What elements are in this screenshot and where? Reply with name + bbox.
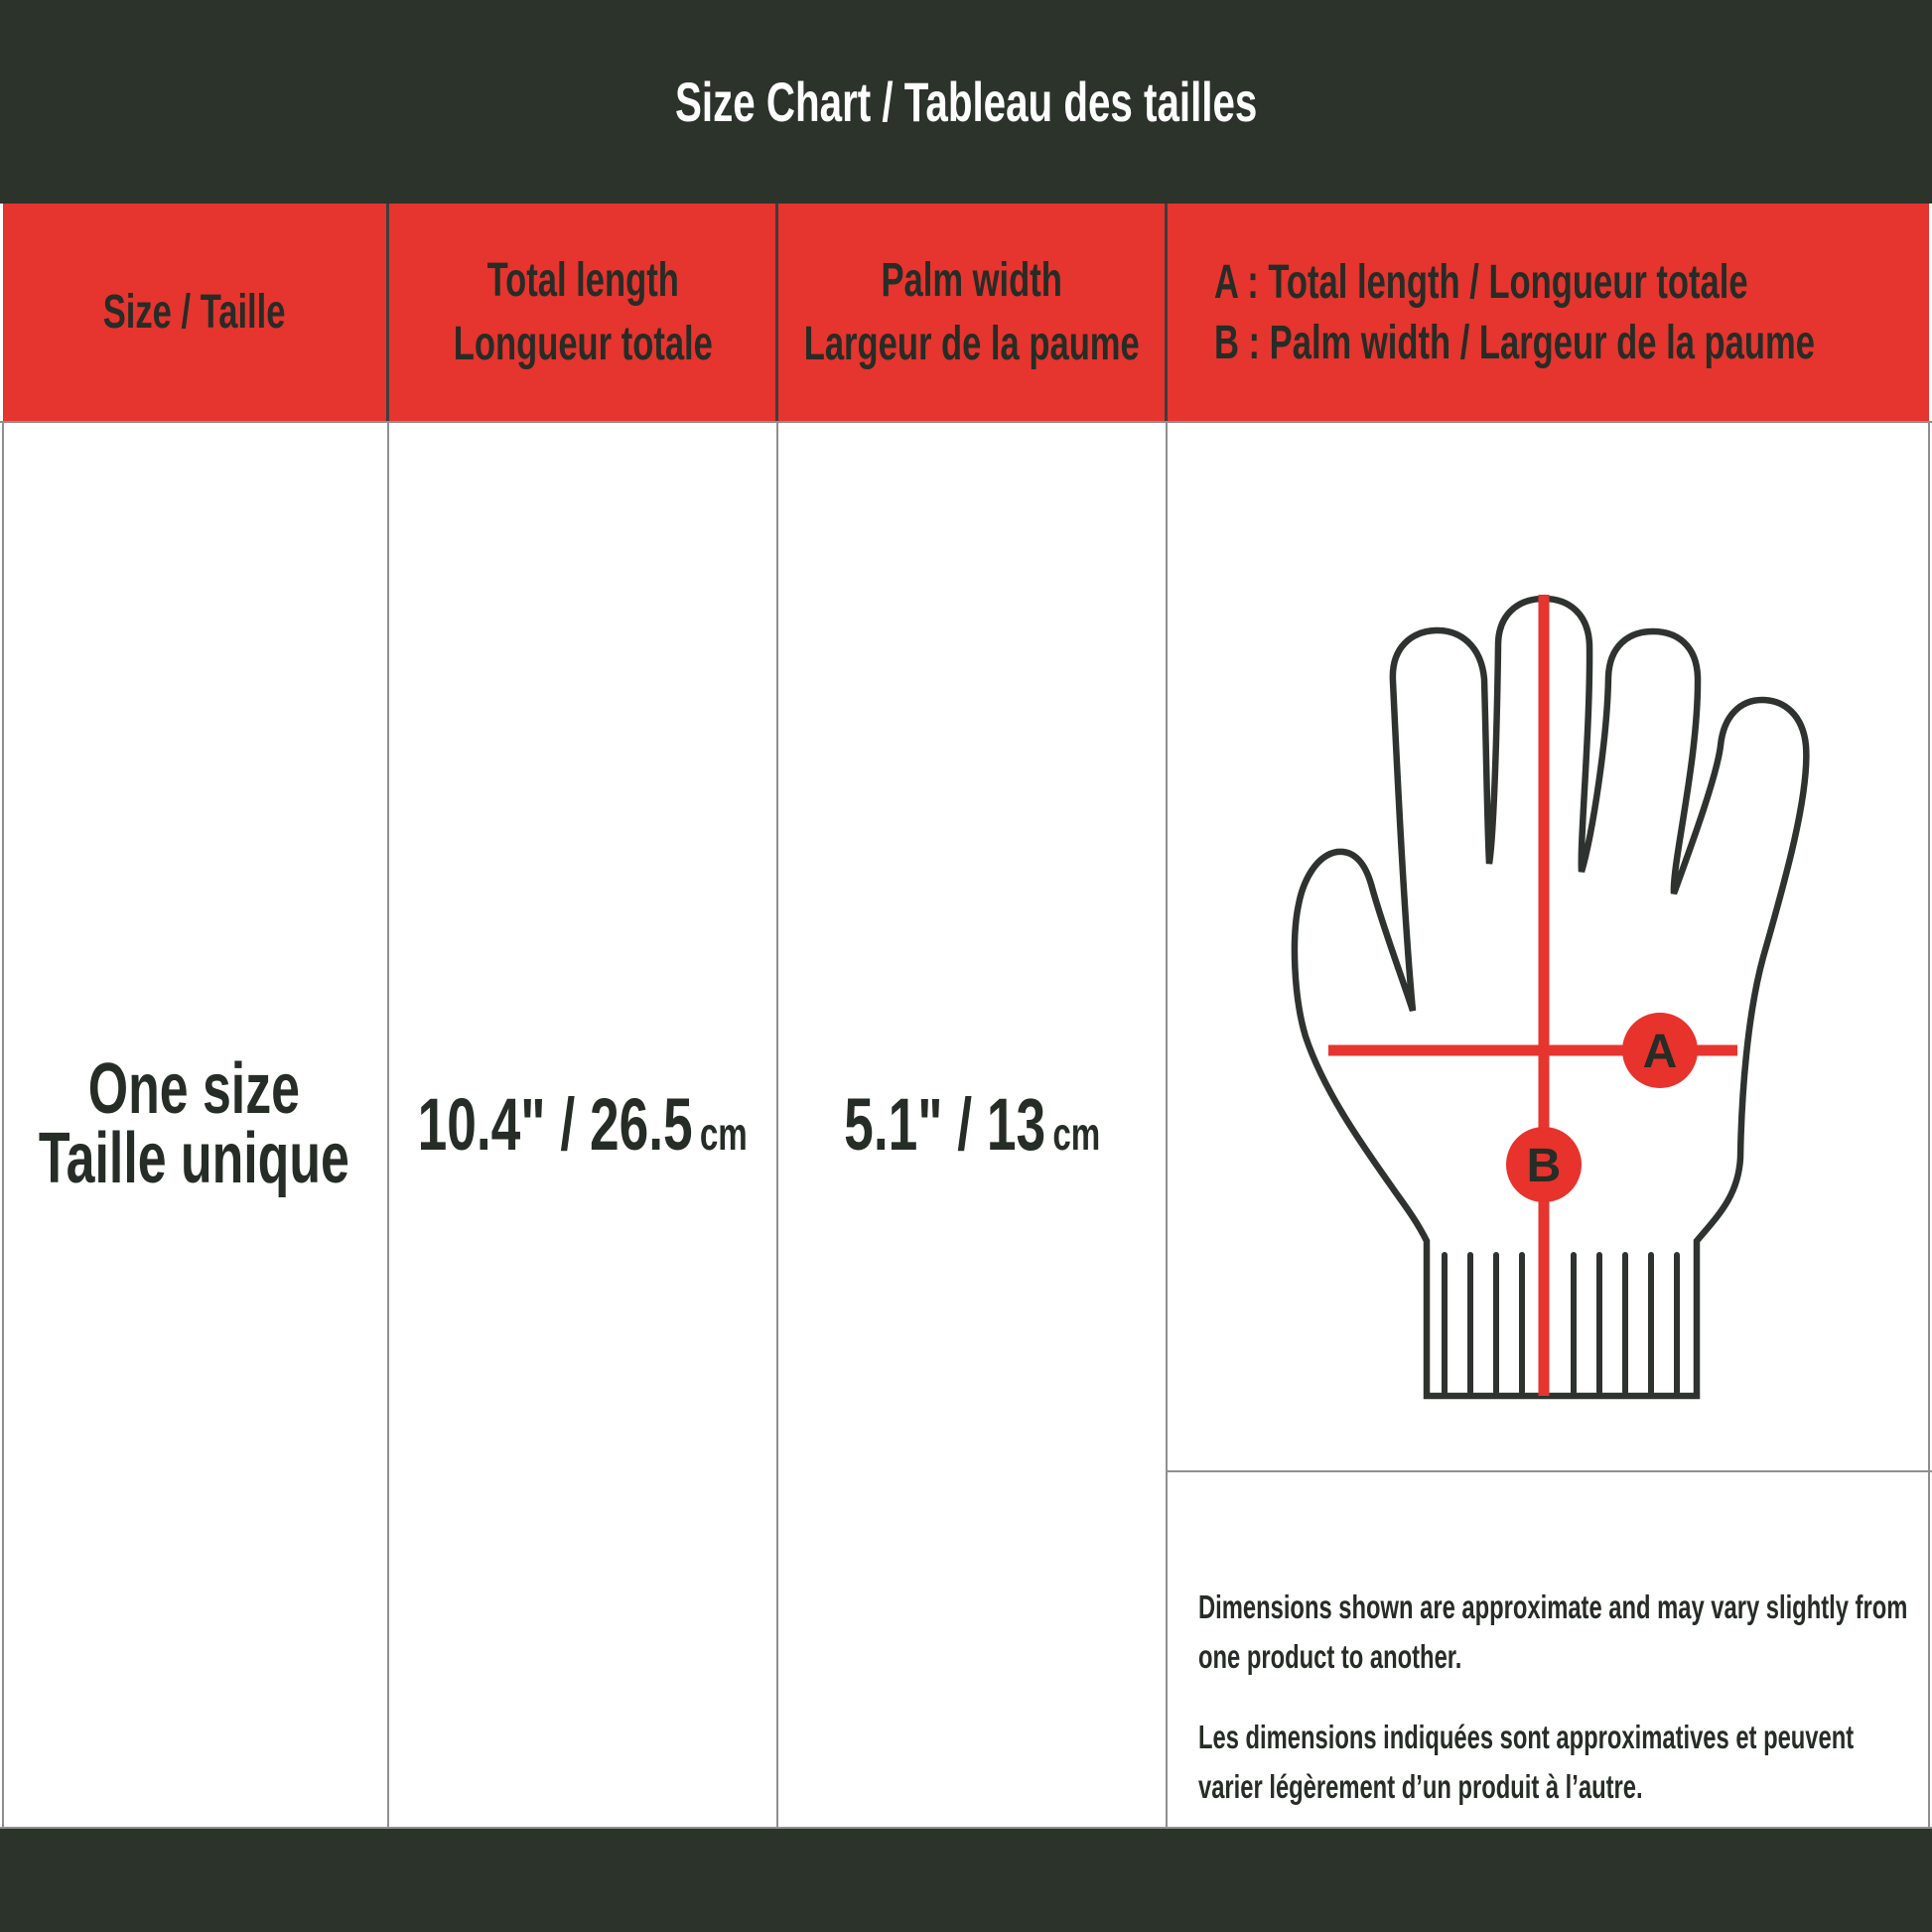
note-fr: Les dimensions indiquées sont approximatives et peuvent varier légèrement d’un produit à l’autre.: [1198, 1719, 1855, 1805]
header-label-size: Size / Taille: [102, 285, 286, 339]
header-divider-1: [386, 204, 389, 421]
note-en: Dimensions shown are approximate and may vary slightly from one product to another.: [1198, 1588, 1908, 1675]
header-label-total-length-fr: Longueur totale: [453, 317, 713, 370]
palm-width-unit: cm: [1052, 1107, 1101, 1160]
header-cell-total-length: [388, 204, 777, 421]
cell-palm-width: [777, 421, 1167, 1827]
size-value-en: One size: [87, 1049, 301, 1129]
glove-diagram: [1167, 421, 1932, 1472]
total-length-unit: cm: [700, 1107, 749, 1160]
glove-outline: [1295, 599, 1806, 1396]
header-cell-size: [0, 204, 388, 421]
header-divider-3: [1165, 204, 1168, 421]
size-value-fr: Taille unique: [39, 1119, 349, 1198]
header-label-palm-width-fr: Largeur de la paume: [803, 317, 1141, 370]
legend-line-b: B : Palm width / Largeur de la paume: [1214, 316, 1815, 369]
marker-a-label: A: [1642, 1026, 1678, 1078]
measure-line-vertical: [1539, 595, 1550, 1396]
top-bar: [0, 0, 1932, 204]
header-label-palm-width-en: Palm width: [881, 253, 1063, 307]
header-divider-2: [775, 204, 778, 421]
palm-width-value: [844, 1082, 1100, 1167]
cell-size: [0, 421, 388, 1827]
notes: [1198, 1583, 1913, 1812]
legend-line-a: A : Total length / Longueur totale: [1214, 255, 1748, 309]
cell-total-length: [388, 421, 777, 1827]
total-length-value: [418, 1082, 748, 1167]
total-length-number: 10.4" / 26.5: [417, 1082, 694, 1166]
header-cell-legend: [1167, 204, 1932, 421]
page-title: Size Chart / Tableau des tailles: [674, 70, 1258, 133]
marker-b-label: B: [1526, 1140, 1562, 1192]
size-value: [0, 1049, 410, 1198]
notes-divider: [1167, 1470, 1932, 1472]
header-cell-palm-width: [777, 204, 1167, 421]
footer-bar: [0, 1829, 1932, 1932]
header-label-total-length-en: Total length: [486, 253, 679, 307]
palm-width-number: 5.1" / 13: [843, 1082, 1045, 1166]
